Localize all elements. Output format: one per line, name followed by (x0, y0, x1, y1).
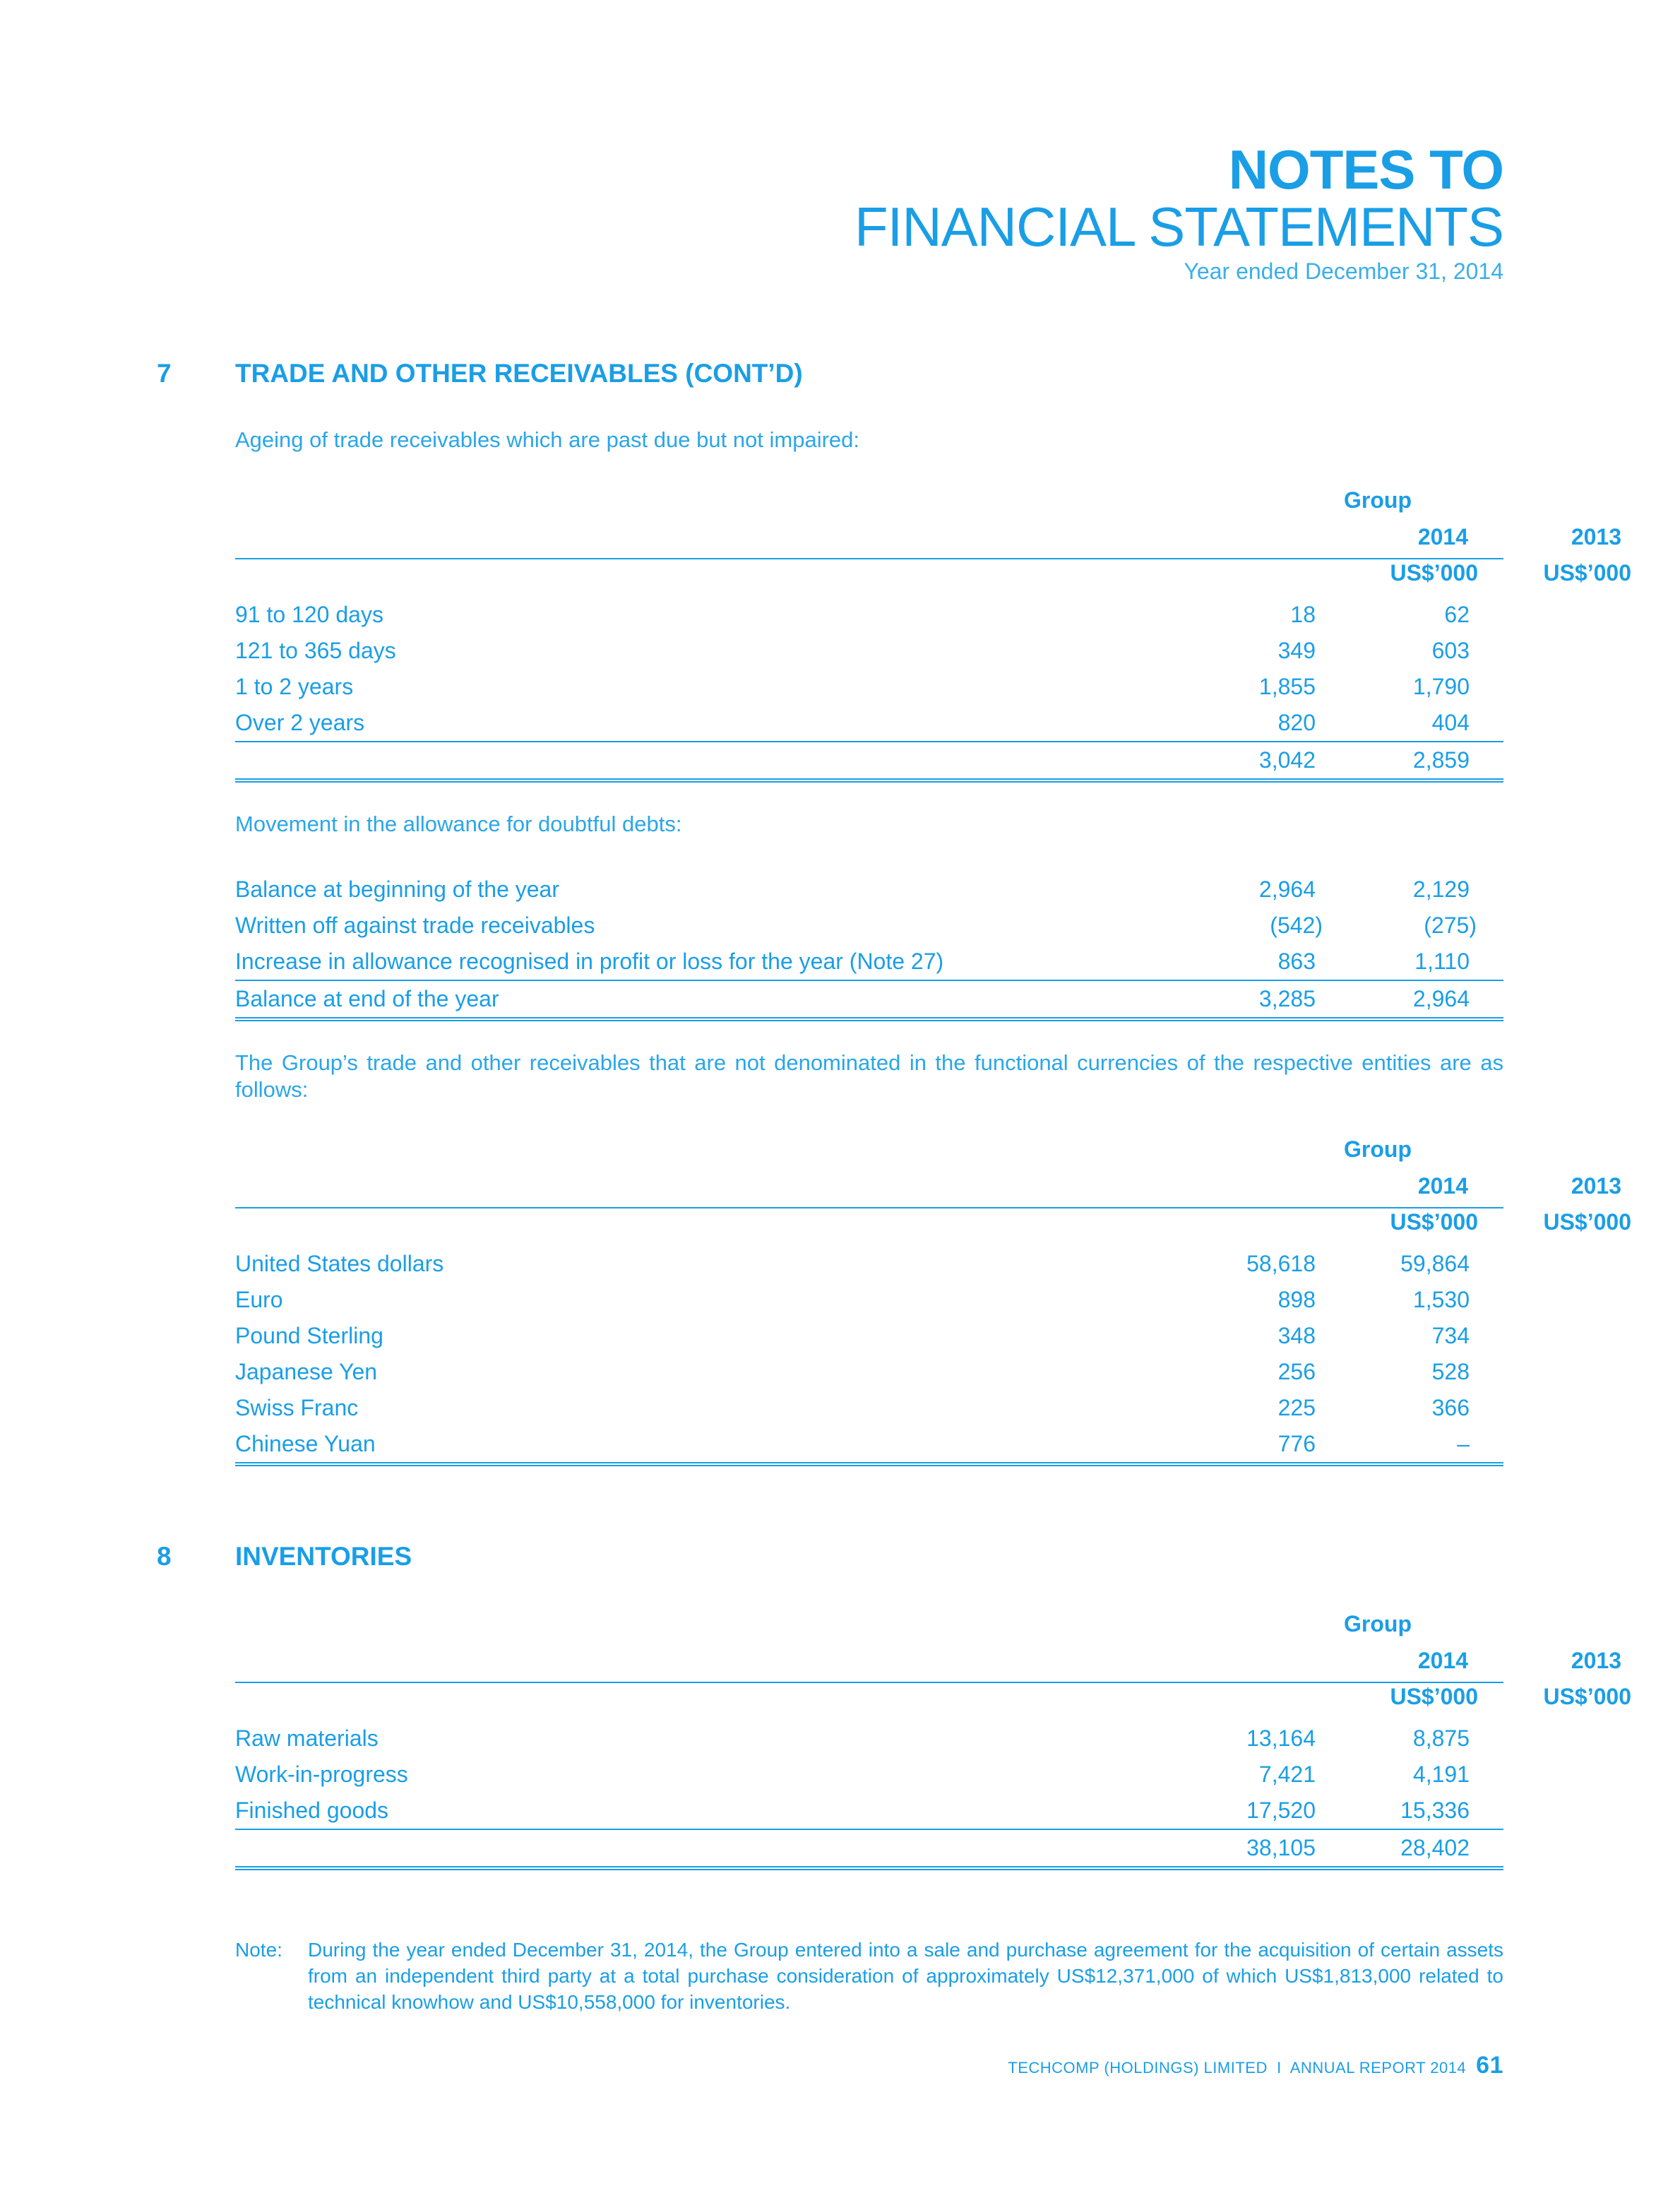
footer-text: TECHCOMP (HOLDINGS) LIMITED I ANNUAL REPORT 2014 (1008, 2059, 1467, 2077)
total-row (235, 742, 1503, 783)
inventories-table (235, 1611, 1631, 1870)
section-title: INVENTORIES (235, 1542, 412, 1571)
row-label: Work-in-progress (235, 1762, 408, 1787)
value-2014: 225 (1277, 1395, 1316, 1420)
value-2014: 58,618 (1246, 1251, 1316, 1276)
table-row (235, 944, 1503, 981)
year-2013-header: 2013 (1571, 524, 1621, 550)
value-2014: 13,164 (1246, 1725, 1316, 1751)
value-2014: (542) (1270, 913, 1323, 938)
total-row (235, 1830, 1503, 1870)
value-2013: 1,530 (1412, 1287, 1470, 1312)
group-label: Group (1344, 1136, 1412, 1162)
table-row (235, 1246, 1503, 1282)
row-label: Written off against trade receivables (235, 913, 595, 938)
section-number: 8 (157, 1542, 172, 1571)
movement-table (235, 872, 1503, 1021)
value-2014: 2,964 (1258, 877, 1316, 902)
value-2014: 349 (1277, 638, 1316, 663)
value-2014: 17,520 (1246, 1798, 1316, 1823)
table-row (235, 633, 1503, 669)
row-label: Balance at end of the year (235, 986, 499, 1011)
section-heading (157, 359, 1503, 394)
table-row (235, 597, 1503, 633)
note-text: During the year ended December 31, 2014, the Group entered into a sale and purchase agreement for the acquisition of certain assets from an independent third party at a total purchase consideration of approximately US$12,371,000 of which US$1,813,000 related to technical knowhow and US$10,558,000 for inventories. (308, 1939, 1503, 2013)
value-2013: 1,110 (1414, 949, 1470, 974)
ageing-table (235, 487, 1631, 783)
row-label: Chinese Yuan (235, 1431, 376, 1456)
row-label: Japanese Yen (235, 1359, 378, 1384)
value-2013: – (1457, 1431, 1470, 1456)
value-2014: 256 (1277, 1359, 1316, 1384)
total-2013: 2,859 (1412, 747, 1470, 773)
value-2014: 348 (1277, 1323, 1316, 1348)
table-row (235, 1757, 1503, 1793)
value-2013: 1,790 (1412, 674, 1470, 699)
table-row (235, 1793, 1503, 1830)
row-label: Euro (235, 1287, 283, 1312)
value-2013: 2,964 (1412, 986, 1470, 1011)
group-label: Group (1344, 1611, 1412, 1636)
note-label: Note: (235, 1939, 282, 1961)
value-2013: 2,129 (1412, 877, 1470, 902)
year-2014-header: 2014 (1417, 524, 1468, 550)
row-label: Over 2 years (235, 710, 365, 735)
table-row (235, 981, 1503, 1021)
table-row (235, 669, 1503, 705)
value-2013: (275) (1424, 913, 1477, 938)
unit-2013-header: US$’000 (1543, 560, 1631, 586)
row-label: 1 to 2 years (235, 674, 354, 699)
value-2014: 898 (1277, 1287, 1316, 1312)
unit-2014-header: US$’000 (1390, 1209, 1478, 1235)
value-2014: 18 (1290, 602, 1316, 627)
table-row (235, 1390, 1503, 1426)
table-row (235, 908, 1503, 944)
value-2013: 603 (1431, 638, 1470, 663)
row-label: Finished goods (235, 1798, 389, 1823)
value-2013: 366 (1431, 1395, 1470, 1420)
inventories-note (235, 1937, 1503, 2015)
row-label: 121 to 365 days (235, 638, 396, 663)
value-2014: 7,421 (1258, 1762, 1316, 1787)
value-2013: 528 (1431, 1359, 1470, 1384)
value-2014: 3,285 (1258, 986, 1316, 1011)
year-2014-header: 2014 (1417, 1648, 1468, 1673)
year-2013-header: 2013 (1571, 1173, 1621, 1199)
group-label: Group (1344, 487, 1412, 513)
ageing-intro: Ageing of trade receivables which are past due but not impaired: (235, 427, 860, 452)
total-2013: 28,402 (1400, 1835, 1470, 1860)
table-header (235, 1136, 1631, 1246)
currency-table (235, 1136, 1631, 1466)
header-subtitle: Year ended December 31, 2014 (1184, 259, 1503, 284)
section-trade-receivables (157, 359, 1631, 1466)
section-heading (157, 1542, 1503, 1577)
value-2013: 8,875 (1412, 1725, 1470, 1751)
unit-2014-header: US$’000 (1390, 560, 1478, 586)
movement-intro: Movement in the allowance for doubtful debts: (235, 812, 682, 836)
value-2014: 820 (1277, 710, 1316, 735)
value-2014: 1,855 (1258, 674, 1316, 699)
row-label: Balance at beginning of the year (235, 877, 559, 902)
unit-2013-header: US$’000 (1543, 1209, 1631, 1235)
section-title: TRADE AND OTHER RECEIVABLES (CONT’D) (235, 359, 803, 388)
value-2013: 62 (1444, 602, 1470, 627)
currency-intro: The Group’s trade and other receivables that are not denominated in the functional currencies of the respective entities are as follows: (235, 1050, 1503, 1102)
value-2013: 4,191 (1412, 1762, 1470, 1787)
row-label: 91 to 120 days (235, 602, 383, 627)
table-row (235, 1318, 1503, 1354)
header-rule (235, 1207, 1503, 1208)
header-rule (235, 558, 1503, 559)
total-2014: 3,042 (1258, 747, 1316, 773)
header-rule (235, 1682, 1503, 1683)
value-2013: 734 (1431, 1323, 1470, 1348)
value-2014: 863 (1277, 949, 1316, 974)
row-label: Pound Sterling (235, 1323, 383, 1348)
page-header (854, 138, 1503, 285)
total-2014: 38,105 (1246, 1835, 1316, 1860)
section-number: 7 (157, 359, 172, 388)
row-label: Swiss Franc (235, 1395, 359, 1420)
row-label: United States dollars (235, 1251, 444, 1276)
table-header (235, 487, 1631, 597)
unit-2013-header: US$’000 (1543, 1684, 1631, 1709)
section-inventories (157, 1542, 1631, 1870)
row-label: Raw materials (235, 1725, 379, 1751)
table-row (235, 872, 1503, 908)
value-2014: 776 (1277, 1431, 1316, 1456)
table-row (235, 1721, 1503, 1757)
header-title-line2: FINANCIAL STATEMENTS (854, 196, 1503, 258)
table-row (235, 1354, 1503, 1390)
header-title-line1: NOTES TO (1228, 138, 1503, 201)
page-footer (1008, 2052, 1503, 2079)
value-2013: 404 (1431, 710, 1470, 735)
table-row (235, 1426, 1503, 1466)
table-row (235, 1282, 1503, 1318)
year-2013-header: 2013 (1571, 1648, 1621, 1673)
value-2013: 15,336 (1400, 1798, 1470, 1823)
value-2013: 59,864 (1400, 1251, 1470, 1276)
page-number: 61 (1476, 2052, 1503, 2079)
table-header (235, 1611, 1631, 1721)
table-row (235, 705, 1503, 742)
unit-2014-header: US$’000 (1390, 1684, 1478, 1709)
year-2014-header: 2014 (1417, 1173, 1468, 1199)
row-label: Increase in allowance recognised in profit or loss for the year (Note 27) (235, 949, 944, 974)
